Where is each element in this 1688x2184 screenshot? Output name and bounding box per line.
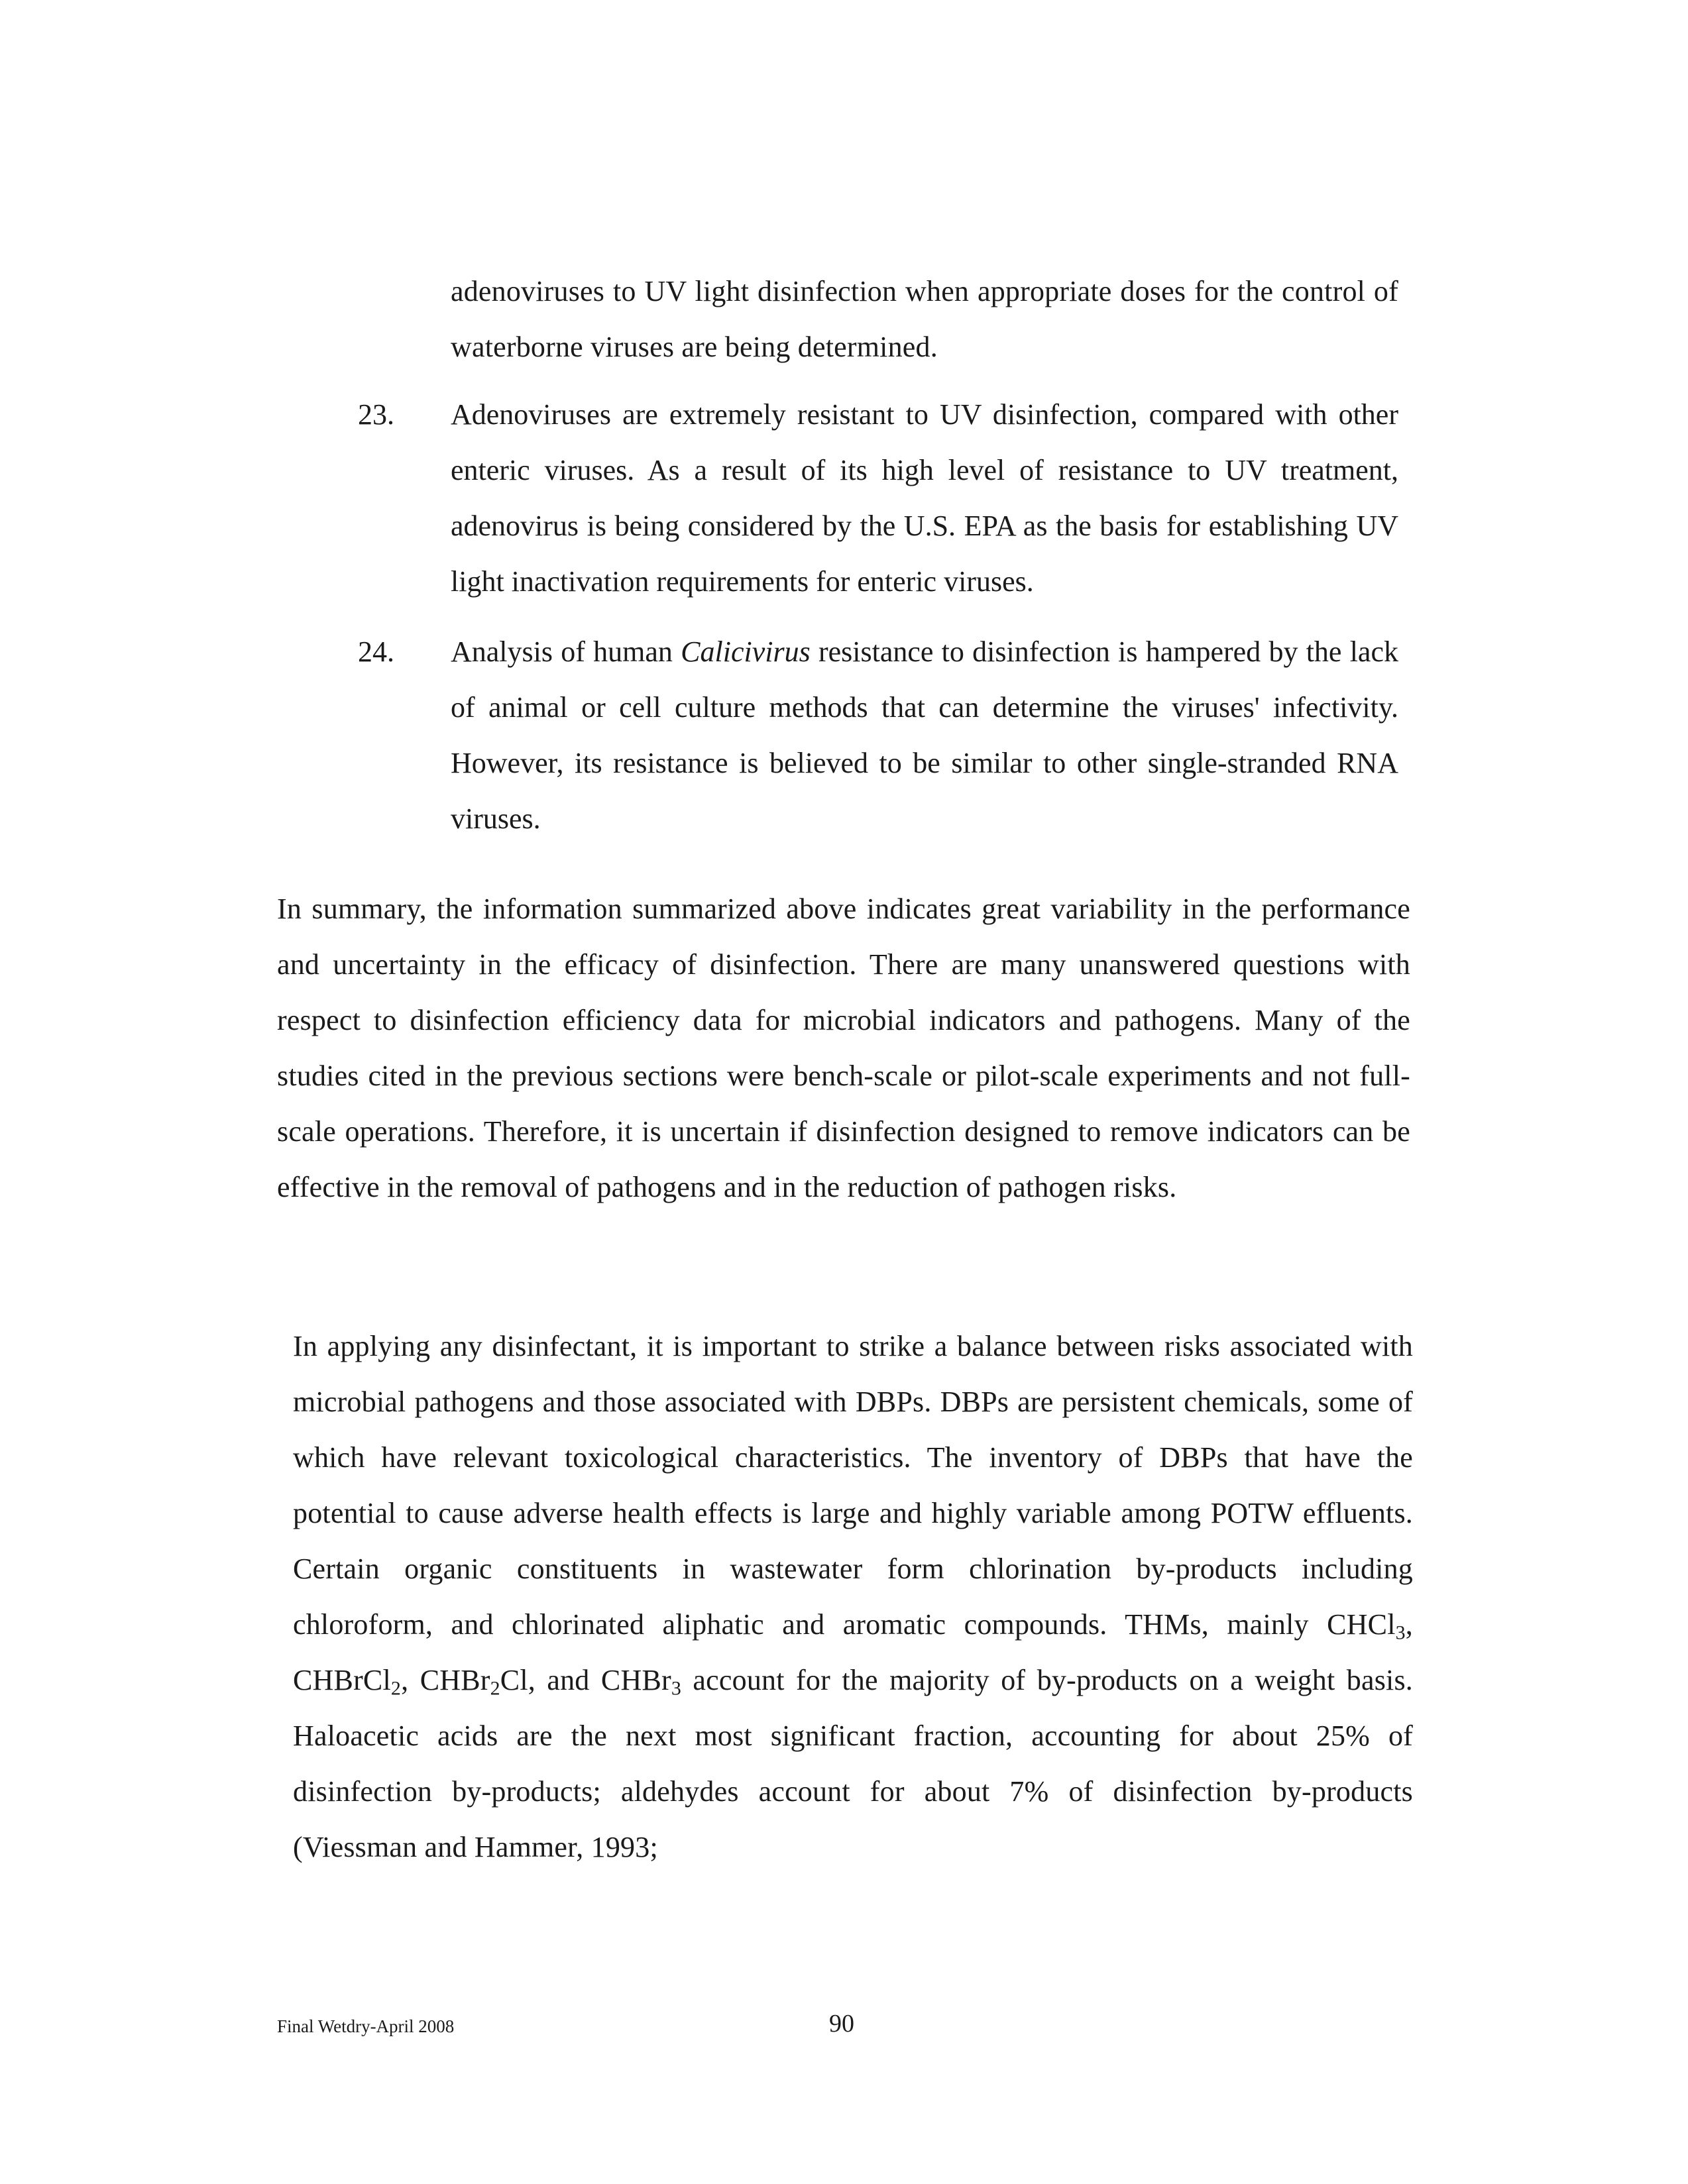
- text-run: ,: [401, 1664, 420, 1696]
- chemical-formula: [600, 1664, 682, 1700]
- text-run: ,: [1405, 1608, 1413, 1641]
- formula-text: CHBr: [420, 1664, 490, 1696]
- text-run: Analysis of human: [451, 635, 681, 668]
- list-item-number: 23.: [358, 398, 394, 431]
- text-run: In applying any disinfectant, it is important to strike a balance between risks associated with microbial pathogens and those associated with DBPs. DBPs are persistent chemicals, some of which have relevant toxicological characteristics. The inventory of DBPs that have the potential to cause adverse health effects is large and highly variable among POTW effluents. Certain organic constituents in wastewater form chlorination by-products including chloroform, and chlorinated aliphatic and aromatic compounds. THMs, mainly: [293, 1330, 1413, 1641]
- list-item-number: 24.: [358, 635, 394, 668]
- chemical-formula: [1327, 1608, 1406, 1644]
- text-run: resistance to disinfection is hampered by the lack of animal or cell culture methods that can determine the viruses' infectivity. However, its resistance is believed to be similar to other single-stranded RNA viruses.: [451, 635, 1398, 835]
- formula-subscript: 3: [671, 1677, 682, 1700]
- chemical-formula: [293, 1664, 402, 1700]
- list-item-text: Adenoviruses are extremely resistant to UV disinfection, compared with other enteric viruses. As a result of its high level of resistance to UV treatment, adenovirus is being considered by the U.S. EPA as the basis for establishing UV light inactivation requirements for enteric viruses.: [451, 398, 1398, 598]
- virus-name-italic: Calicivirus: [681, 635, 811, 668]
- formula-text: CHBrCl: [293, 1664, 391, 1696]
- formula-subscript: 3: [1395, 1621, 1406, 1644]
- list-item-text: [451, 624, 1398, 847]
- formula-text: Cl: [500, 1664, 528, 1696]
- chemical-formula: [420, 1664, 528, 1700]
- formula-subscript: 2: [490, 1677, 500, 1700]
- text-run: , and: [528, 1664, 601, 1696]
- summary-paragraph: In summary, the information summarized above indicates great variability in the performance and uncertainty in the efficacy of disinfection. There are many unanswered questions with respect to disinfection efficiency data for microbial indicators and pathogens. Many of the studies cited in the previous sections were bench-scale or pilot-scale experiments and not full-scale operations. Therefore, it is uncertain if disinfection designed to remove indicators can be effective in the removal of pathogens and in the reduction of pathogen risks.: [277, 893, 1410, 1203]
- formula-text: CHCl: [1327, 1608, 1396, 1641]
- applying-paragraph: [293, 1319, 1413, 1875]
- page-number: 90: [829, 2010, 854, 2038]
- text-run: account for the majority of by-products on a weight basis. Haloacetic acids are the next most significant fraction, accounting for about 25% of disinfection by-products; aldehydes account for about 7% of disinfection by-products (Viessman and Hammer, 1993;: [293, 1664, 1413, 1863]
- continuation-paragraph: adenoviruses to UV light disinfection when appropriate doses for the control of waterborne viruses are being determined.: [451, 275, 1398, 363]
- formula-subscript: 2: [390, 1677, 402, 1700]
- footer-document-label: Final Wetdry-April 2008: [277, 2016, 455, 2036]
- formula-text: CHBr: [600, 1664, 671, 1696]
